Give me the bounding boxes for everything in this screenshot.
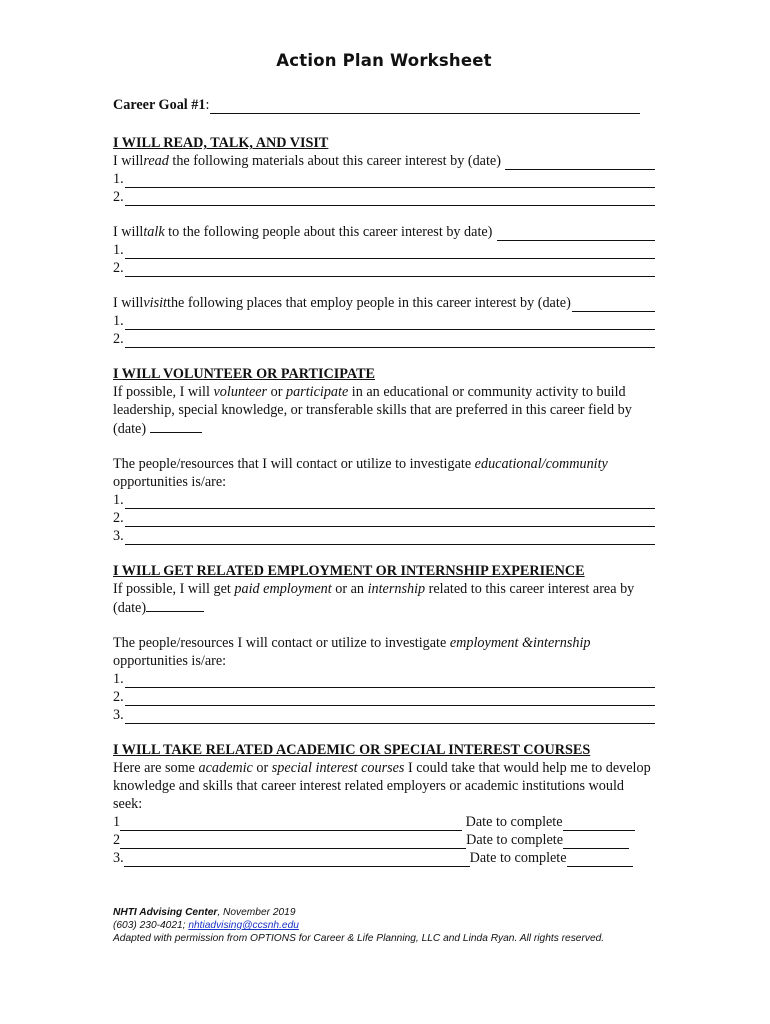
section-heading-volunteer: I WILL VOLUNTEER OR PARTICIPATE [113, 366, 375, 382]
employment-item-2[interactable]: 2. [113, 688, 655, 706]
course-item-3[interactable]: 3. Date to complete [113, 849, 655, 867]
career-goal-line[interactable]: Career Goal #1 : [113, 96, 655, 114]
read-item-1[interactable]: 1. [113, 170, 655, 188]
volunteer-item-1[interactable]: 1. [113, 491, 655, 509]
career-goal-label: Career Goal #1 [113, 97, 206, 113]
course-item-1[interactable]: 1 Date to complete [113, 813, 655, 831]
talk-item-1[interactable]: 1. [113, 241, 655, 259]
employment-resources-prompt: The people/resources I will contact or utilize to investigate employment &internship opportunities is/are: [113, 635, 591, 669]
footer-credit: Adapted with permission from OPTIONS for Career & Life Planning, LLC and Linda Ryan. All rights reserved. [113, 933, 605, 944]
read-date-blank[interactable] [505, 155, 655, 170]
worksheet-page [113, 48, 655, 867]
volunteer-paragraph: If possible, I will volunteer or participate in an educational or community activity to build leadership, special knowledge, or transferable skills that are preferred in this career field by (date) [113, 384, 632, 437]
talk-date-blank[interactable] [497, 226, 655, 241]
visit-date-blank[interactable] [572, 297, 655, 312]
read-item-2[interactable]: 2. [113, 188, 655, 206]
employment-paragraph: If possible, I will get paid employment or an internship related to this career interest area by (date) [113, 581, 635, 616]
career-goal-blank[interactable] [210, 99, 640, 114]
read-prompt: I will read the following materials about this career interest by (date) [113, 152, 655, 170]
section-heading-courses: I WILL TAKE RELATED ACADEMIC OR SPECIAL INTEREST COURSES [113, 742, 591, 758]
talk-item-2[interactable]: 2. [113, 259, 655, 277]
section-heading-read-talk-visit: I WILL READ, TALK, AND VISIT [113, 135, 329, 151]
employment-item-1[interactable]: 1. [113, 670, 655, 688]
volunteer-item-2[interactable]: 2. [113, 509, 655, 527]
footer: NHTI Advising Center, November 2019 (603) 230-4021; nhtiadvising@ccsnh.edu Adapted with permission from OPTIONS for Career & Life Planning, LLC and Linda Ryan. All rights reserved. [113, 906, 653, 945]
visit-prompt: I will visit the following places that employ people in this career interest by (date) [113, 294, 655, 312]
section-heading-employment: I WILL GET RELATED EMPLOYMENT OR INTERNSHIP EXPERIENCE [113, 563, 585, 579]
visit-item-1[interactable]: 1. [113, 312, 655, 330]
employment-date-blank[interactable] [146, 598, 204, 612]
talk-prompt: I will talk to the following people about this career interest by date) [113, 223, 655, 241]
volunteer-date-blank[interactable] [150, 419, 202, 433]
volunteer-resources-prompt: The people/resources that I will contact or utilize to investigate educational/community opportunities is/are: [113, 456, 608, 490]
footer-email-link[interactable]: nhtiadvising@ccsnh.edu [188, 920, 299, 931]
course-item-2[interactable]: 2 Date to complete [113, 831, 655, 849]
page-title: Action Plan Worksheet [276, 51, 492, 70]
employment-item-3[interactable]: 3. [113, 706, 655, 724]
volunteer-item-3[interactable]: 3. [113, 527, 655, 545]
footer-org: NHTI Advising Center [113, 907, 218, 918]
courses-paragraph: Here are some academic or special interest courses I could take that would help me to develop knowledge and skills that career interest related employers or academic institutions would seek: [113, 760, 651, 812]
visit-item-2[interactable]: 2. [113, 330, 655, 348]
